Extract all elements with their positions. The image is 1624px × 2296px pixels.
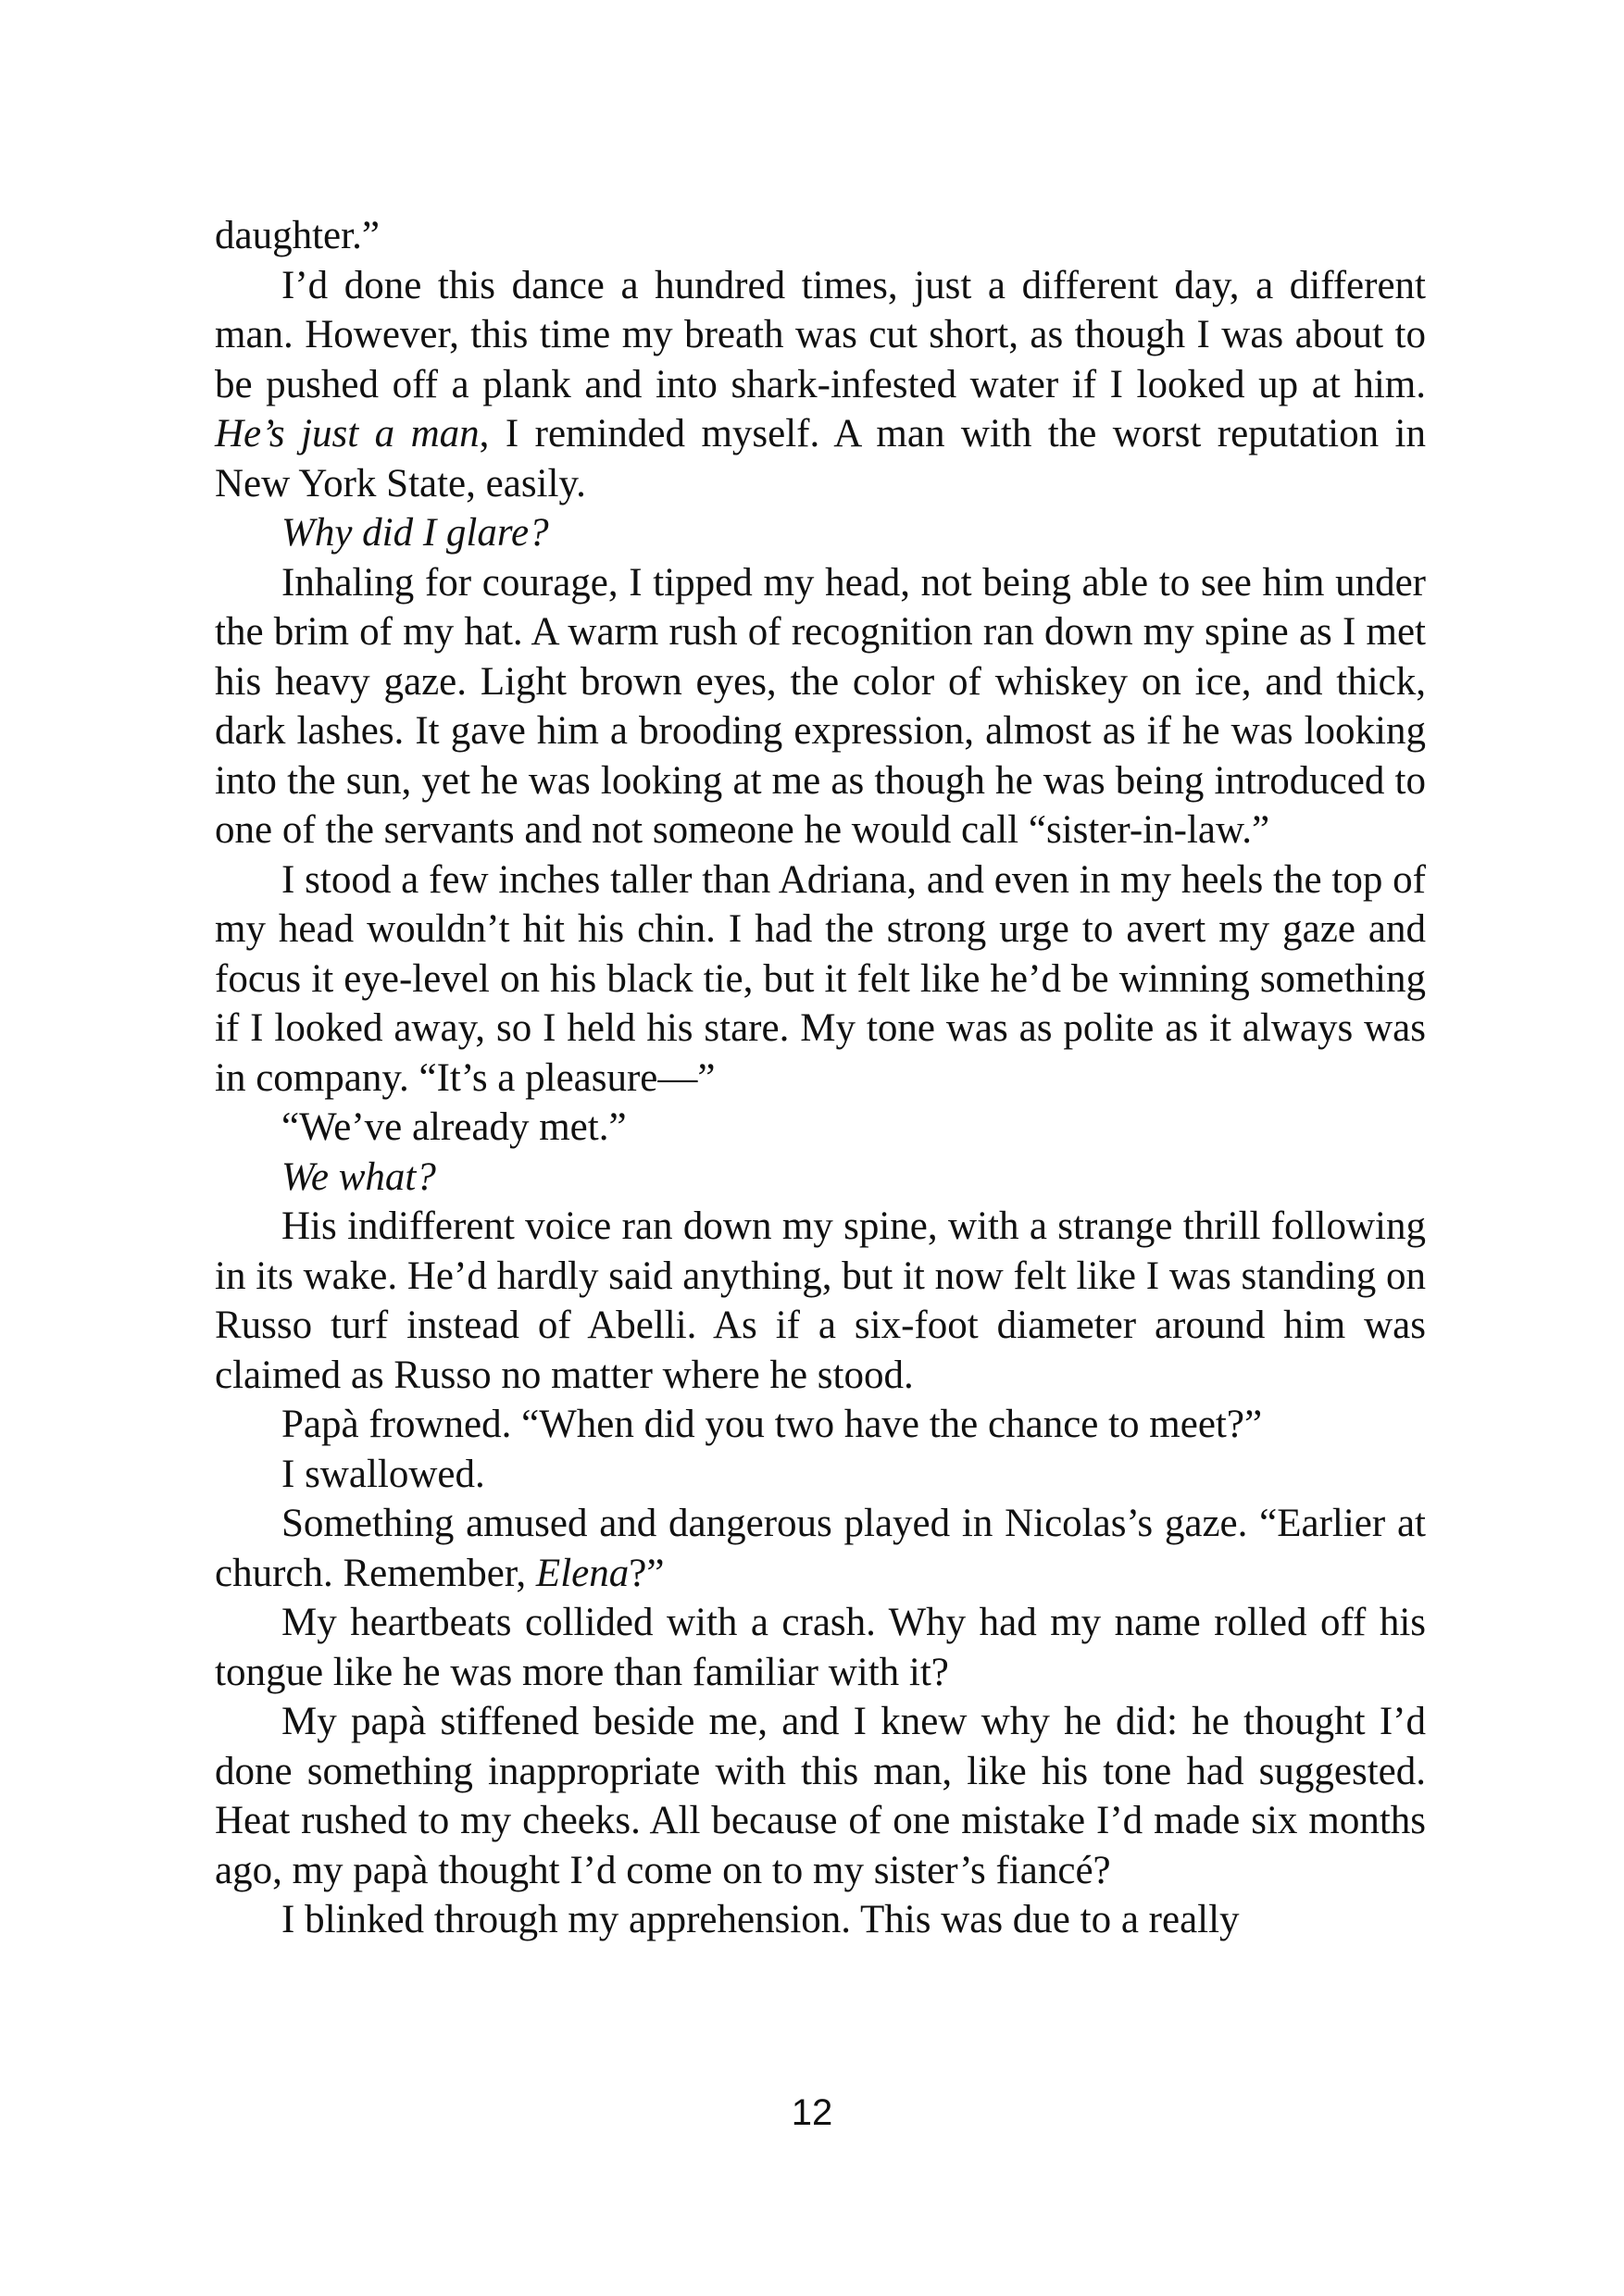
paragraph-13: My papà stiffened beside me, and I knew why he did: he thought I’d done something inappropriate with this man, like his tone had suggested. Heat rushed to my cheeks. All because of one mistake I’d made six months ago, my papà thought I’d come on to my sister’s fiancé? bbox=[215, 1700, 1426, 1892]
paragraph-8: His indifferent voice ran down my spine, with a strange thrill following in its wake. He’d hardly said anything, but it now felt like I was standing on Russo turf instead of Abelli. As if a six-foot diameter around him was claimed as Russo no matter where he stood. bbox=[215, 1204, 1426, 1397]
paragraph-7 bbox=[215, 1153, 1426, 1203]
italic-thought: We what? bbox=[281, 1154, 436, 1199]
italic-name: Elena bbox=[535, 1551, 630, 1595]
italic-thought: Why did I glare? bbox=[281, 511, 549, 555]
paragraph-1: daughter.” bbox=[215, 214, 380, 257]
paragraph-10: I swallowed. bbox=[281, 1452, 485, 1496]
paragraph-6: “We’ve already met.” bbox=[281, 1105, 627, 1149]
paragraph-2: I’d done this dance a hundred times, just a different day, a different man. However, this time my breath was cut short, as though I was about to be pushed off a plank and into shark-infested water if I looked up at him. He’s just a man, I reminded myself. A man with the worst reputation in New York State, easily. bbox=[215, 263, 1426, 505]
paragraph-9: Papà frowned. “When did you two have the chance to meet?” bbox=[281, 1403, 1263, 1446]
paragraph-11: Something amused and dangerous played in Nicolas’s gaze. “Earlier at church. Remember, Elena?” bbox=[215, 1502, 1426, 1595]
page-number: 12 bbox=[791, 2092, 833, 2133]
paragraph-14: I blinked through my apprehension. This was due to a really bbox=[281, 1898, 1240, 1941]
italic-phrase: He’s just a man bbox=[215, 412, 480, 455]
paragraph-4: Inhaling for courage, I tipped my head, not being able to see him under the brim of my hat. A warm rush of recognition ran down my spine as I met his heavy gaze. Light brown eyes, the color of whiskey on ice, and thick, dark lashes. It gave him a brooding expression, almost as if he was looking into the sun, yet he was looking at me as though he was being introduced to one of the servants and not someone he would call “sister-in-law.” bbox=[215, 560, 1426, 852]
paragraph-12: My heartbeats collided with a crash. Why had my name rolled off his tongue like he was more than familiar with it? bbox=[215, 1601, 1426, 1694]
page-body bbox=[215, 211, 1426, 1945]
paragraph-3 bbox=[215, 508, 1426, 558]
paragraph-5: I stood a few inches taller than Adriana, and even in my heels the top of my head wouldn’t hit his chin. I had the strong urge to avert my gaze and focus it eye-level on his black tie, but it felt like he’d be winning something if I looked away, so I held his stare. My tone was as polite as it always was in company. “It’s a pleasure—” bbox=[215, 857, 1426, 1100]
